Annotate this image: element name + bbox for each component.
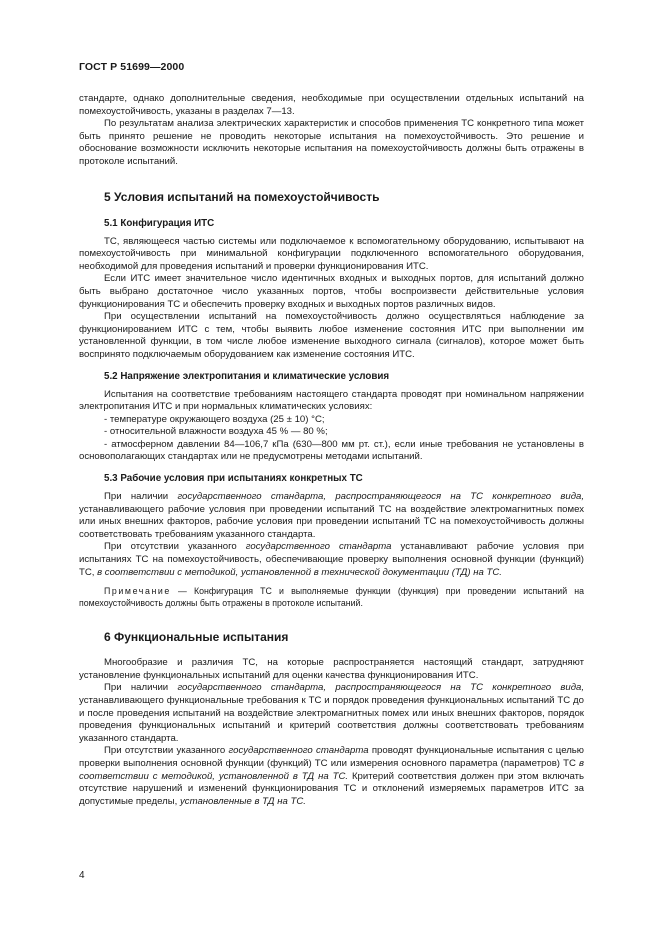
intro-paragraph-1: стандарте, однако дополнительные сведения, необходимые при осуществлении отдельных испытаний на помехоустойчивость, указаны в разделах 7—13.	[79, 93, 584, 117]
s53-note: Примечание — Конфигурация ТС и выполняемые функции (функция) при проведении испытаний на помехоустойчивость должны быть отражены в протоколе испытаний.	[79, 586, 584, 609]
section-5-1-title: 5.1 Конфигурация ИТС	[104, 217, 215, 229]
document-body	[79, 93, 584, 808]
intro-paragraph-2: По результатам анализа электрических характеристик и способов применения ТС конкретного типа может быть принято решение не проводить некоторые испытания на помехоустойчивость. Это решение и обоснование возможности исключить некоторые испытания на помехоустойчивость должны быть отражены в протоколе испытаний.	[79, 118, 584, 167]
page-number: 4	[79, 870, 85, 881]
note-label: Примечание	[104, 586, 171, 597]
s52-list-item-1: - температуре окружающего воздуха (25 ± 10) °С;	[104, 413, 325, 425]
s52-list-item-3: - атмосферном давлении 84—106,7 кПа (630—800 мм рт. ст.), если иные требования не установлены в основополагающих стандартах или не предусмотрены методами испытаний.	[79, 438, 584, 463]
section-5-2-title: 5.2 Напряжение электропитания и климатические условия	[104, 370, 390, 382]
section-5-title: 5 Условия испытаний на помехоустойчивость	[104, 189, 380, 204]
s51-paragraph-1: ТС, являющееся частью системы или подключаемое к вспомогательному оборудованию, испытывают на помехоустойчивость при минимальной конфигурации подключенного вспомогательного оборудования, необходимой для проведения испытаний и проверки функционирования ИТС.	[79, 235, 584, 272]
s53-paragraph-1: При наличии государственного стандарта, распространяющегося на ТС конкретного вида, устанавливающего рабочие условия при проведении испытаний ТС на воздействие электромагнитных помех или иных внешних факторов, рабочие условия при проведении испытаний ТС на помехоустойчивость должны соответствовать требованиям указанного стандарта.	[79, 491, 584, 540]
s51-paragraph-2: Если ИТС имеет значительное число идентичных входных и выходных портов, для испытаний должно быть выбрано достаточное число указанных портов, чтобы воспроизвести действительные условия функционирования ТС и обеспечить проверку входных и выходных портов различных видов.	[79, 273, 584, 310]
s6-paragraph-3: При отсутствии указанного государственного стандарта проводят функциональные испытания с целью проверки выполнения основной функции (функций) ТС или измерения основного параметра (параметров) ТС в соответствии с методикой, установленной в ТД на ТС. Критерий соответствия должен при этом включать отсутствие нарушений и изменений функционирования ТС и отклонений измеряемых параметров ИТС за допустимые пределы, установленные в ТД на ТС.	[79, 745, 585, 807]
s52-list-item-2: - относительной влажности воздуха 45 % — 80 %;	[104, 426, 328, 438]
section-5-3-title: 5.3 Рабочие условия при испытаниях конкретных ТС	[104, 473, 363, 485]
section-6-title: 6 Функциональные испытания	[104, 630, 289, 645]
s6-paragraph-1: Многообразие и различия ТС, на которые распространяется настоящий стандарт, затрудняют установление функциональных испытаний для оценки качества функционирования ИТС.	[79, 657, 584, 681]
document-header: ГОСТ Р 51699—2000	[79, 61, 185, 73]
s53-paragraph-2: При отсутствии указанного государственного стандарта устанавливают рабочие условия при испытаниях ТС на помехоустойчивость, обеспечивающие проверку выполнения основной функции (функций) ТС, в соответствии с методикой, установленной в технической документации (ТД) на ТС.	[79, 541, 584, 578]
s6-paragraph-2: При наличии государственного стандарта, распространяющегося на ТС конкретного вида, устанавливающего функциональные требования к ТС и порядок проведения функциональных испытаний ТС до и после проведения испытаний на воздействие электромагнитных помех или иных внешних факторов, порядок проведения функциональных испытаний и критерий соответствия должны соответствовать требованиям указанного стандарта.	[79, 682, 584, 744]
s51-paragraph-3: При осуществлении испытаний на помехоустойчивость должно осуществляться наблюдение за функционированием ИТС с тем, чтобы выявить любое изменение состояния ИТС при выполнении им установленной функции, в том числе любое изменение выходного сигнала (сигналов), которое может быть воспринято подключаемым оборудованием как изменение состояния ИТС.	[79, 311, 584, 360]
s52-paragraph-1: Испытания на соответствие требованиям настоящего стандарта проводят при номинальном напряжении электропитания ИТС и при нормальных климатических условиях:	[79, 388, 584, 413]
